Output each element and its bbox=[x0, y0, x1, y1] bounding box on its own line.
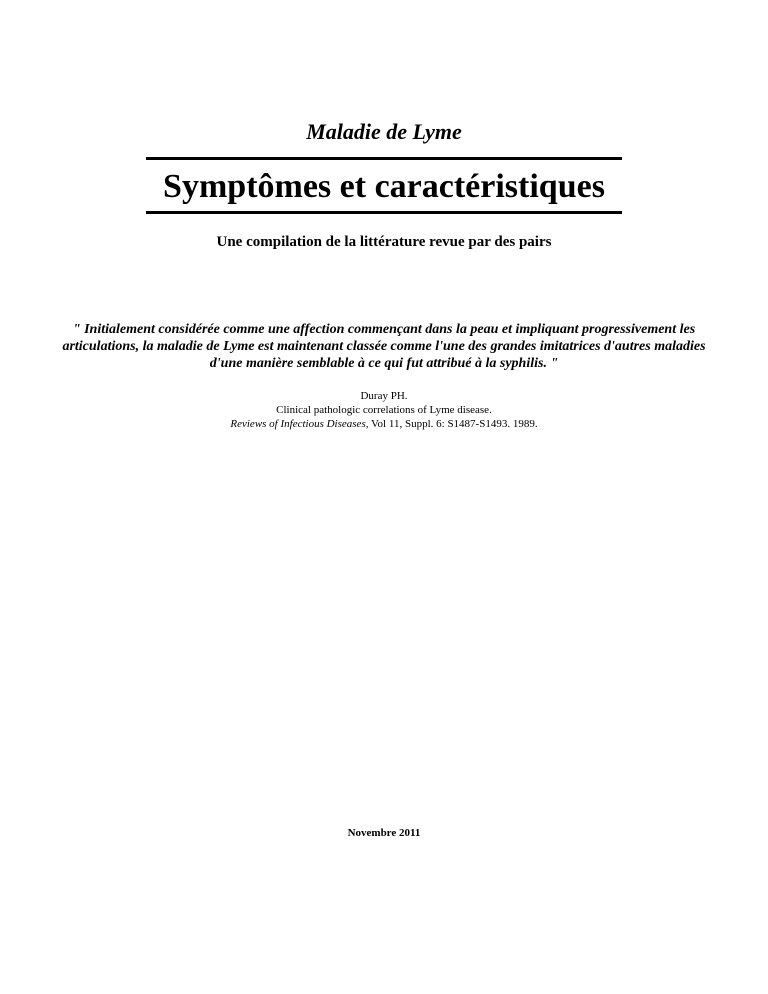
citation-author: Duray PH. bbox=[360, 390, 408, 402]
citation-details: Vol 11, Suppl. 6: S1487-S1493. 1989. bbox=[368, 418, 538, 430]
title-rule-top bbox=[146, 157, 622, 160]
title-rule-bottom bbox=[146, 211, 622, 214]
document-supertitle: Maladie de Lyme bbox=[306, 119, 462, 144]
citation-journal: Reviews of Infectious Diseases, bbox=[230, 418, 369, 430]
publication-date: Novembre 2011 bbox=[347, 827, 421, 839]
epigraph-quote: " Initialement considérée comme une affection commençant dans la peau et impliquant progressivement les articulations, la maladie de Lyme est maintenant classée comme l'une des grandes imitatrices d'autres maladies d'une manière semblable à ce qui fut attribué à la syphilis. " bbox=[62, 322, 706, 371]
page-title: Symptômes et caractéristiques bbox=[163, 168, 605, 205]
citation-article-title: Clinical pathologic correlations of Lyme disease. bbox=[276, 404, 492, 416]
quote-citation bbox=[0, 389, 768, 431]
document-subtitle: Une compilation de la littérature revue par des pairs bbox=[216, 234, 552, 250]
citation-source bbox=[0, 417, 768, 431]
